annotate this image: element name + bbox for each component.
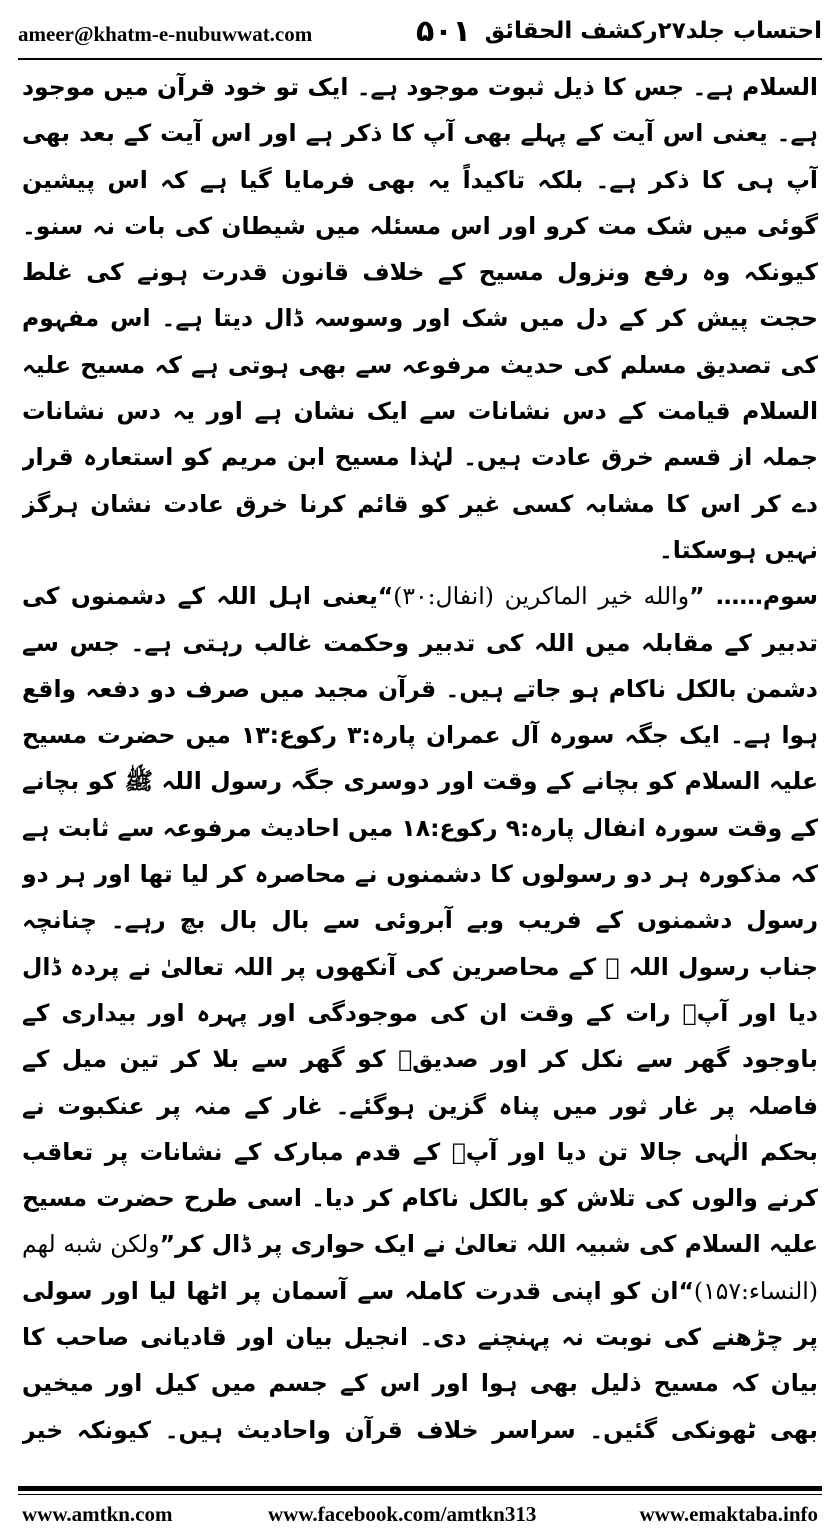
paragraph-1: السلام ہے۔ جس کا ذیل ثبوت موجود ہے۔ ایک تو خود قرآن میں موجود ہے۔ یعنی اس آیت کے پہلے بھی آپ کا ذکر ہے اور اس آیت کے بعد بھی آپ ہی کا ذکر ہے۔ بلکہ تاکیداً یہ بھی فرمایا گیا ہے کہ اس پیشین گوئی میں شک مت کرو اور اس مسئلہ میں شیطان کی بات نہ سنو۔ کیونکہ وہ رفع ونزول مسیح کے خلاف قانون قدرت ہونے کی غلط حجت پیش کر کے دل میں شک اور وسوسہ ڈال دیتا ہے۔ اس مفہوم کی تصدیق مسلم کی حدیث مرفوعہ سے بھی ہوتی ہے کہ مسیح علیہ السلام قیامت کے دس نشانات سے ایک نشان ہے اور یہ دس نشانات جملہ از قسم خرق عادت ہیں۔ لہٰذا مسیح ابن مریم کو استعارہ قرار دے کر اس کا مشابہ کسی غیر کو قائم کرنا خرق عادت نشان ہرگز نہیں ہوسکتا۔ xyxy=(22,73,818,564)
header-divider xyxy=(18,58,822,60)
page-footer xyxy=(18,1502,822,1534)
paragraph-2-text: “یعنی اہل اللہ کے دشمنوں کی تدبیر کے مقابلہ میں اللہ کی تدبیر وحکمت غالب رہتی ہے۔ جس سے دشمن بالکل ناکام ہو جاتے ہیں۔ قرآن مجید میں صرف دو دفعہ واقع ہوا ہے۔ ایک جگہ سورہ آل عمران پارہ:۳ رکوع:۱۳ میں حضرت مسیح علیہ السلام کو بچانے کے وقت اور دوسری جگہ رسول اللہ ﷺ کو بچانے کے وقت سورہ انفال پارہ:۹ رکوع:۱۸ میں احادیث مرفوعہ سے ثابت ہے کہ مذکورہ ہر دو رسولوں کا دشمنوں نے محاصرہ کر لیا تھا اور ہر دو رسول دشمنوں کے فریب وبے آبروئی سے بال بال بچ رہے۔ چنانچہ جناب رسول اللہ ﷺ کے محاصرین کی آنکھوں پر اللہ تعالیٰ نے پردہ ڈال دیا اور آپؐ رات کے وقت ان کی موجودگی اور پہرہ اور بیداری کے باوجود گھر سے نکل کر اور صدیقؓ کو گھر سے بلا کر تین میل کے فاصلہ پر غار ثور میں پناہ گزین ہوگئے۔ غار کے منہ پر عنکبوت نے بحکم الٰہی جالا تن دیا اور آپؐ کے قدم مبارک کے نشانات پر تعاقب کرنے والوں کی تلاش کو بالکل ناکام کر دیا۔ اسی طرح حضرت مسیح علیہ السلام کی شبیہ اللہ تعالیٰ نے ایک حواری پر ڈال کر” xyxy=(22,582,818,1259)
page-header xyxy=(18,10,822,58)
footer-link-amtkn[interactable]: www.amtkn.com xyxy=(22,1502,173,1526)
book-title: احتساب جلد۲۷رکشف الحقائق xyxy=(484,18,822,44)
footer-link-emaktaba[interactable]: www.emaktaba.info xyxy=(639,1502,818,1526)
paragraph-2 xyxy=(22,573,818,1460)
quranic-quote-anfal: والله خير الماكرين (انفال:۳۰) xyxy=(393,582,690,611)
page-number: ۵۰۱ xyxy=(416,14,471,49)
paragraph-2-prefix: سوم…… ” xyxy=(689,582,818,611)
footer-divider-thin xyxy=(18,1494,822,1495)
paragraph-2-text-continued: “ان کو اپنی قدرت کاملہ سے آسمان پر اٹھا لیا اور سولی پر چڑھنے کی نوبت نہ پہنچنے دی۔ انجیل بیان اور قادیانی صاحب کا بیان کہ مسیح ذلیل بھی ہوا اور اس کے جسم میں کیل اور میخیں بھی ٹھونکی گئیں۔ سراسر خلاف قرآن واحادیث ہیں۔ کیونکہ خیر xyxy=(22,1276,818,1444)
main-text xyxy=(22,64,818,1460)
header-email: ameer@khatm-e-nubuwwat.com xyxy=(18,22,313,46)
footer-divider-thick xyxy=(18,1486,822,1491)
quranic-quote-nisa: ولكن شبه لهم (النساء:۱۵۷) xyxy=(22,1230,818,1305)
footer-link-facebook[interactable]: www.facebook.com/amtkn313 xyxy=(268,1502,537,1526)
